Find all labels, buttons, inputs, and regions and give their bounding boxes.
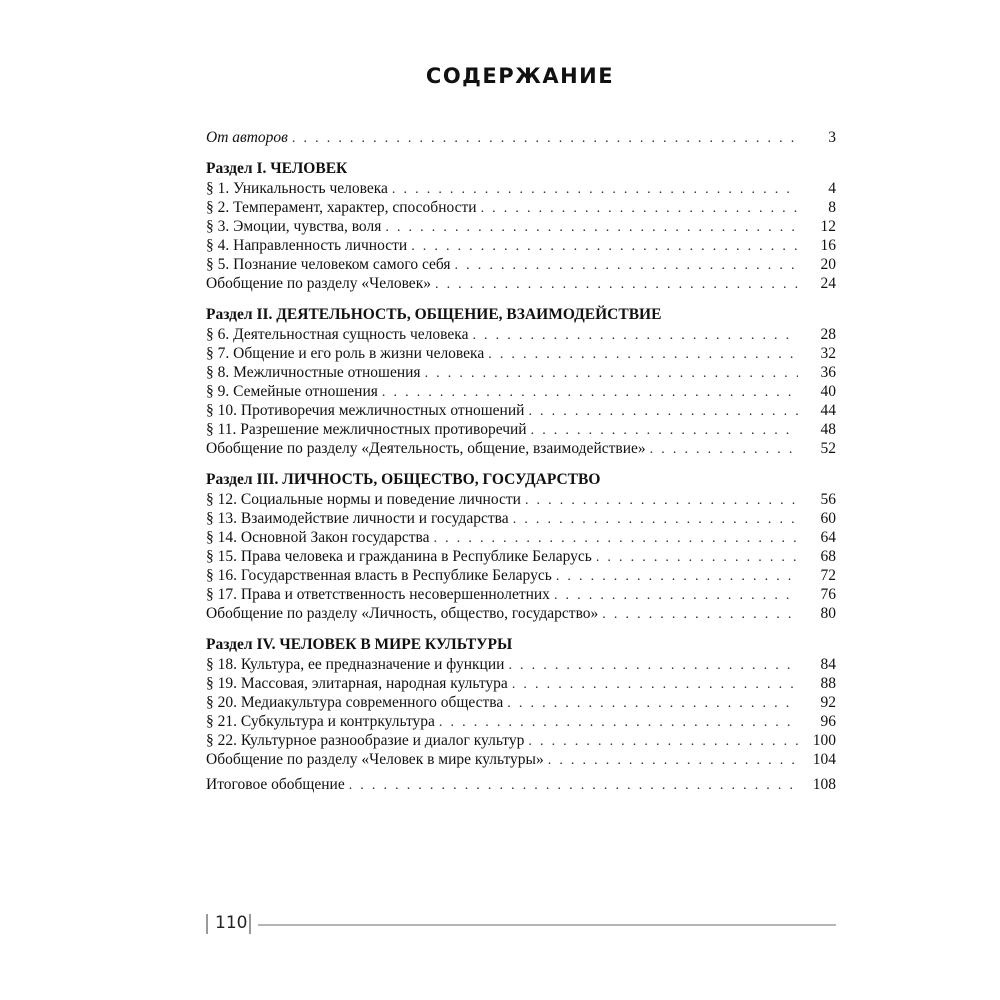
toc-entry-label: § 19. Массовая, элитарная, народная культура [206,675,508,692]
dot-leader [292,129,798,148]
toc-entry-label: § 11. Разрешение межличностных противоречий [206,421,527,438]
toc-entry-label: От авторов [206,129,288,146]
dot-leader [548,751,798,770]
toc-entry-label: § 21. Субкультура и контркультура [206,713,435,730]
toc-entry-label: Обобщение по разделу «Деятельность, общение, взаимодействие» [206,440,646,457]
toc-entry-label: § 7. Общение и его роль в жизни человека [206,345,485,362]
toc-entry-page: 44 [820,402,836,419]
toc-entry-label: Обобщение по разделу «Человек» [206,275,431,292]
dot-leader [439,713,798,732]
section-heading-1[interactable]: Раздел I. ЧЕЛОВЕК [206,160,348,177]
toc-entry-page: 72 [820,567,836,584]
toc-entry-summary[interactable] [206,274,836,293]
toc-entry[interactable] [206,490,836,509]
page-title: СОДЕРЖАНИЕ [425,64,615,88]
toc-entry-page: 28 [820,326,836,343]
toc-entry-page: 96 [820,713,836,730]
toc-entry-page: 100 [812,732,836,749]
toc-entry-summary[interactable] [206,439,836,458]
toc-entry[interactable] [206,236,836,255]
toc-entry[interactable] [206,674,836,693]
toc-entry-label: § 14. Основной Закон государства [206,529,430,546]
toc-entry[interactable] [206,344,836,363]
toc-entry-label: § 6. Деятельностная сущность человека [206,326,469,343]
toc-entry-label: § 10. Противоречия межличностных отношений [206,402,525,419]
toc-entry[interactable] [206,325,836,344]
dot-leader [411,237,798,256]
dot-leader [488,345,798,364]
toc-entry-label: Обобщение по разделу «Личность, общество, государство» [206,605,599,622]
toc-entry-page: 76 [820,586,836,603]
toc-entry[interactable] [206,217,836,236]
toc-entry-page: 60 [820,510,836,527]
toc-entry-page: 36 [820,364,836,381]
toc-entry-page: 104 [812,751,836,768]
dot-leader [602,605,798,624]
dot-leader [554,586,798,605]
toc-entry[interactable] [206,382,836,401]
toc-entry[interactable] [206,585,836,604]
toc-entry-page: 40 [820,383,836,400]
toc-entry-page: 24 [820,275,836,292]
toc-entry-page: 8 [828,199,836,216]
dot-leader [528,402,798,421]
toc-entry-page: 12 [820,218,836,235]
section-heading-3[interactable]: Раздел III. ЛИЧНОСТЬ, ОБЩЕСТВО, ГОСУДАРСТВО [206,471,601,488]
dot-leader [528,732,798,751]
page-footer [206,910,836,938]
toc-entry-label: § 20. Медиакультура современного общества [206,694,504,711]
toc-entry-page: 16 [820,237,836,254]
toc-entry-page: 64 [820,529,836,546]
toc-entry[interactable] [206,401,836,420]
dot-leader [455,256,798,275]
toc-entry-label: Обобщение по разделу «Человек в мире культуры» [206,751,544,768]
toc-entry-page: 88 [820,675,836,692]
toc-entry-intro[interactable] [206,128,836,147]
dot-leader [513,510,798,529]
toc-entry-page: 4 [828,180,836,197]
toc-entry-page: 52 [820,440,836,457]
toc-entry-label: Итоговое обобщение [206,776,345,793]
toc-entry-page: 3 [828,129,836,146]
dot-leader [425,364,798,383]
toc-entry[interactable] [206,509,836,528]
toc-entry[interactable] [206,528,836,547]
dot-leader [472,326,798,345]
section-heading-2[interactable]: Раздел II. ДЕЯТЕЛЬНОСТЬ, ОБЩЕНИЕ, ВЗАИМОДЕЙСТВИЕ [206,306,662,323]
dot-leader [435,275,798,294]
toc-entry[interactable] [206,198,836,217]
toc-entry-label: § 5. Познание человеком самого себя [206,256,451,273]
toc-entry-page: 80 [820,605,836,622]
toc-entry[interactable] [206,712,836,731]
section-heading-4[interactable]: Раздел IV. ЧЕЛОВЕК В МИРЕ КУЛЬТУРЫ [206,636,513,653]
toc-entry[interactable] [206,731,836,750]
toc-entry[interactable] [206,420,836,439]
toc-entry-page: 32 [820,345,836,362]
toc-entry[interactable] [206,693,836,712]
toc-entry-label: § 12. Социальные нормы и поведение личности [206,491,521,508]
toc-entry-label: § 22. Культурное разнообразие и диалог культур [206,732,525,749]
dot-leader [596,548,798,567]
footer-bar-left [206,914,208,934]
toc-entry[interactable] [206,566,836,585]
table-of-contents [206,128,836,794]
toc-entry-label: § 4. Направленность личности [206,237,408,254]
dot-leader [556,567,798,586]
toc-entry-label: § 9. Семейные отношения [206,383,378,400]
toc-entry-page: 92 [820,694,836,711]
toc-entry-label: § 17. Права и ответственность несовершеннолетних [206,586,550,603]
toc-entry-summary[interactable] [206,604,836,623]
dot-leader [392,180,798,199]
dot-leader [385,218,798,237]
dot-leader [382,383,798,402]
toc-entry-label: § 2. Темперамент, характер, способности [206,199,477,216]
toc-entry[interactable] [206,363,836,382]
dot-leader [349,776,798,795]
toc-entry-summary[interactable] [206,750,836,769]
dot-leader [512,675,798,694]
footer-bar-right [249,914,251,934]
page-number: 110 [215,913,248,933]
toc-entry-label: § 8. Межличностные отношения [206,364,421,381]
toc-entry-page: 48 [820,421,836,438]
toc-entry-label: § 1. Уникальность человека [206,180,388,197]
dot-leader [531,421,798,440]
dot-leader [650,440,798,459]
dot-leader [525,491,798,510]
toc-entry-label: § 3. Эмоции, чувства, воля [206,218,382,235]
dot-leader [507,694,798,713]
toc-entry-label: § 13. Взаимодействие личности и государства [206,510,509,527]
toc-entry[interactable] [206,655,836,674]
dot-leader [481,199,798,218]
toc-entry-page: 84 [820,656,836,673]
toc-entry[interactable] [206,179,836,198]
toc-entry[interactable] [206,255,836,274]
dot-leader [434,529,798,548]
toc-entry-label: § 15. Права человека и гражданина в Республике Беларусь [206,548,592,565]
footer-rule [258,924,836,926]
toc-entry[interactable] [206,547,836,566]
dot-leader [508,656,798,675]
toc-entry-label: § 18. Культура, ее предназначение и функции [206,656,505,673]
toc-entry-page: 68 [820,548,836,565]
toc-entry-page: 20 [820,256,836,273]
toc-entry-final[interactable] [206,775,836,794]
toc-entry-label: § 16. Государственная власть в Республике Беларусь [206,567,552,584]
toc-entry-page: 56 [820,491,836,508]
toc-entry-page: 108 [812,776,836,793]
